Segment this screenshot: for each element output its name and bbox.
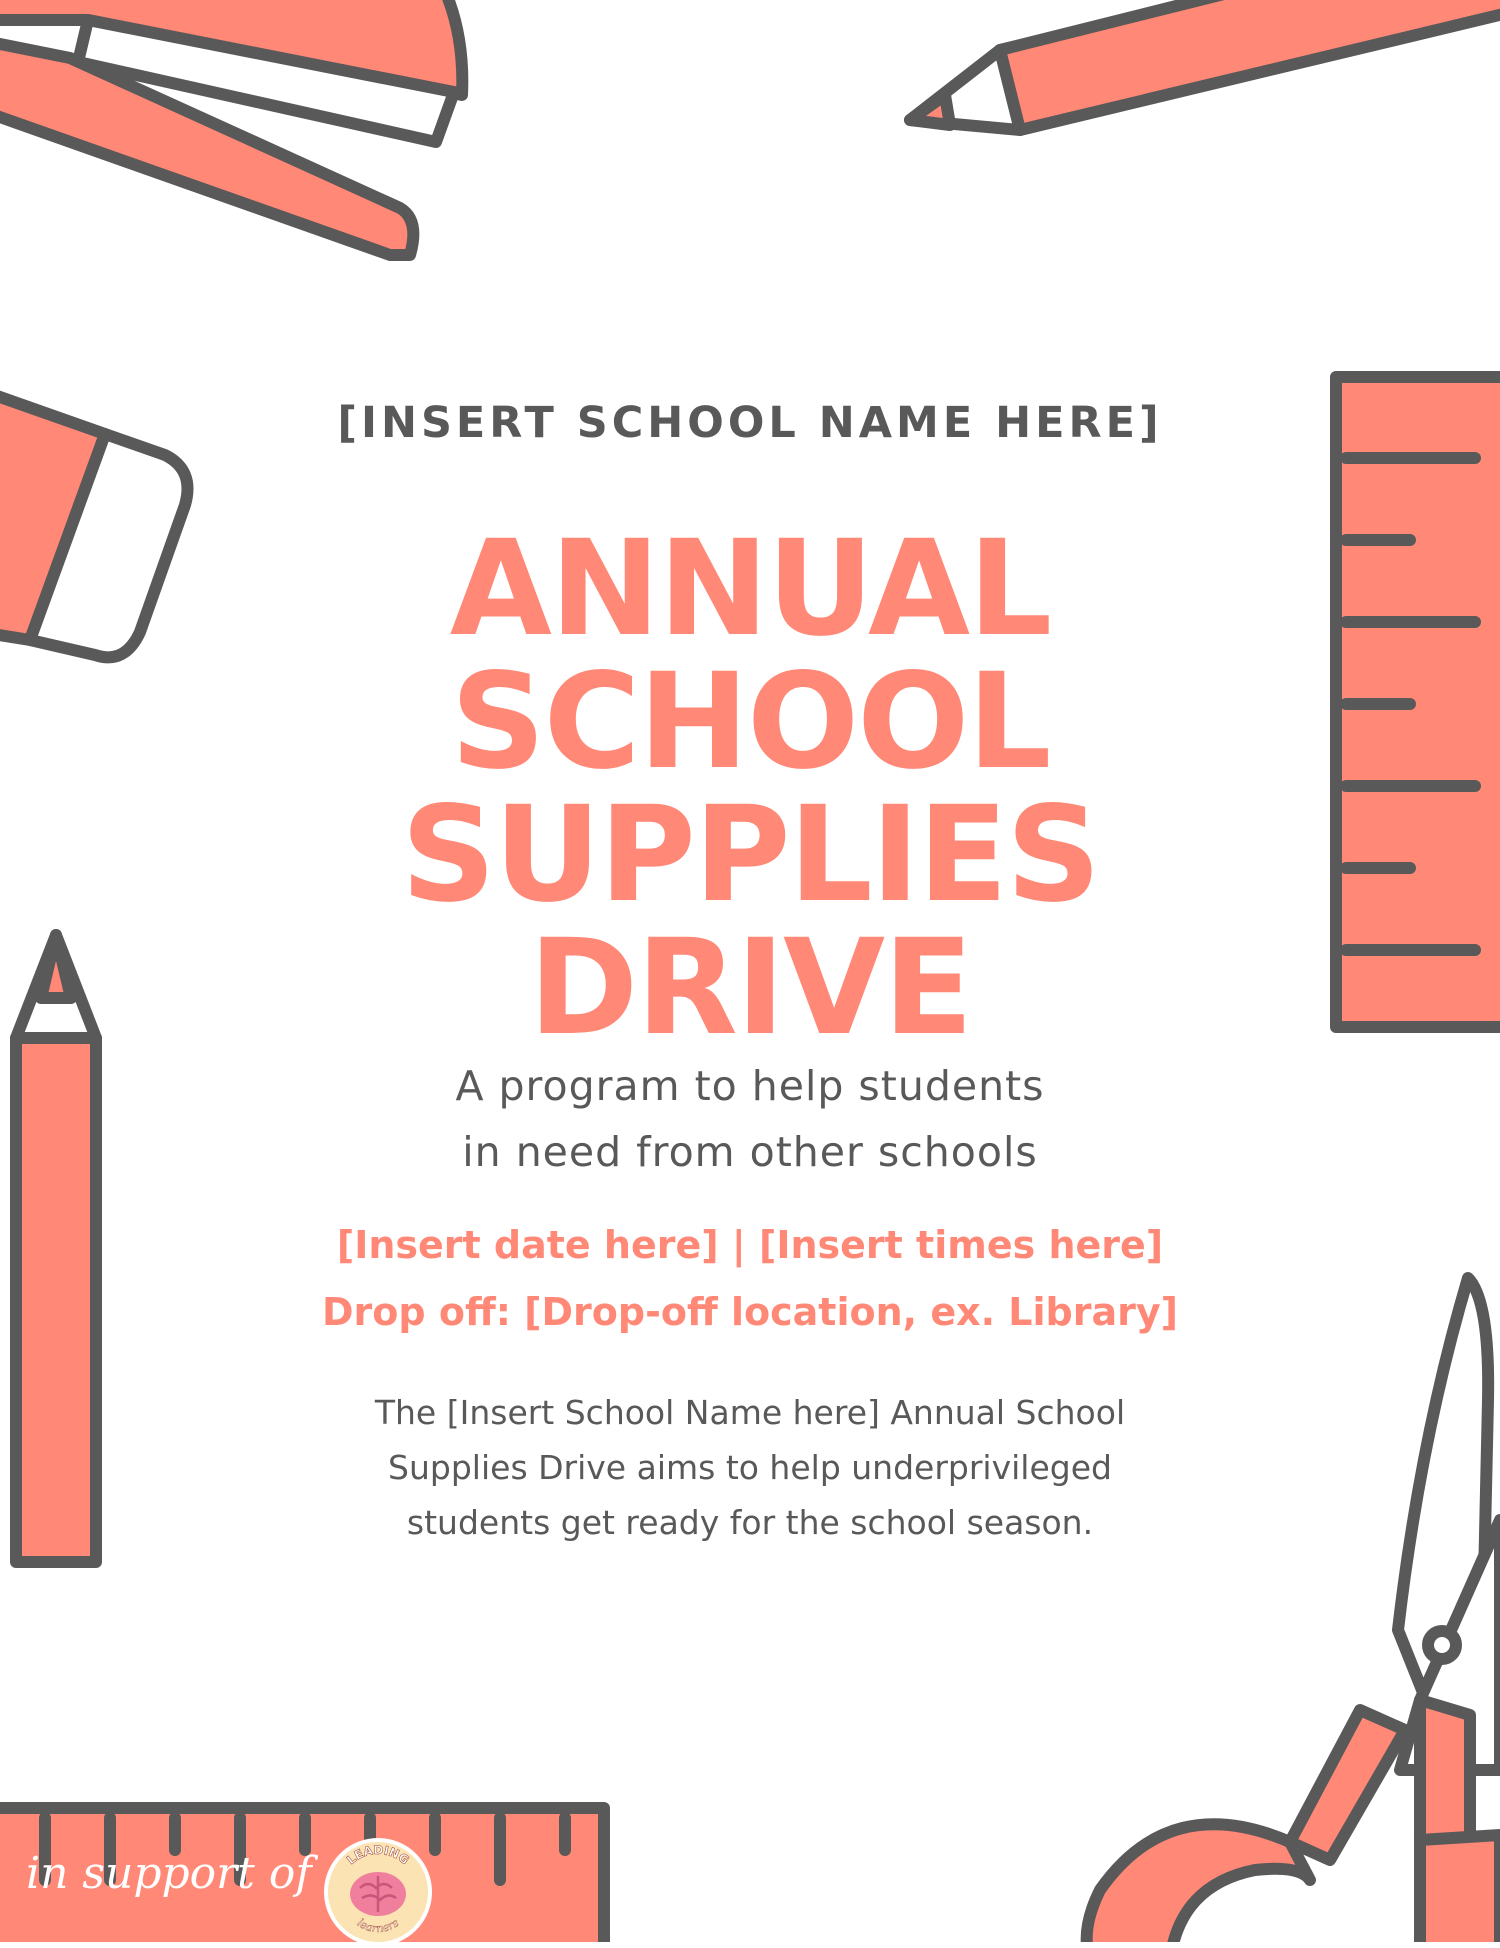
- tagline-line-1: A program to help students: [455, 1062, 1045, 1110]
- description-line-3: students get ready for the school season.: [406, 1503, 1094, 1542]
- event-date-time: [Insert date here] | [Insert times here]: [336, 1223, 1164, 1267]
- brain-icon: [350, 1872, 406, 1916]
- headline-line-1: ANNUAL: [449, 512, 1051, 666]
- event-details: [300, 1212, 1200, 1346]
- scissors-icon: [1087, 1278, 1500, 1942]
- event-drop-off: Drop off: [Drop-off location, ex. Library]: [322, 1290, 1178, 1334]
- headline-line-3: SUPPLIES: [400, 778, 1100, 932]
- tagline-line-2: in need from other schools: [462, 1128, 1038, 1176]
- pencil-left-icon: [16, 935, 96, 1562]
- description-line-1: The [Insert School Name here] Annual School: [374, 1393, 1126, 1432]
- logo-top-text: LEADING: [344, 1842, 412, 1868]
- pencil-top-icon: [910, 0, 1500, 130]
- logo-bottom-text: learners: [354, 1916, 402, 1936]
- headline-line-2: SCHOOL: [450, 645, 1050, 799]
- leading-learners-logo: [322, 1836, 434, 1948]
- headline-line-4: DRIVE: [528, 911, 972, 1065]
- support-text: in support of: [26, 1848, 312, 1899]
- eraser-icon: [0, 390, 188, 657]
- description-line-2: Supplies Drive aims to help underprivileged: [388, 1448, 1112, 1487]
- ruler-right-icon: [1336, 377, 1500, 1027]
- school-name-heading: [INSERT SCHOOL NAME HERE]: [337, 398, 1163, 448]
- stapler-icon: [0, 0, 462, 255]
- headline: [300, 512, 1200, 1065]
- description: [330, 1385, 1170, 1550]
- tagline: [300, 1053, 1200, 1185]
